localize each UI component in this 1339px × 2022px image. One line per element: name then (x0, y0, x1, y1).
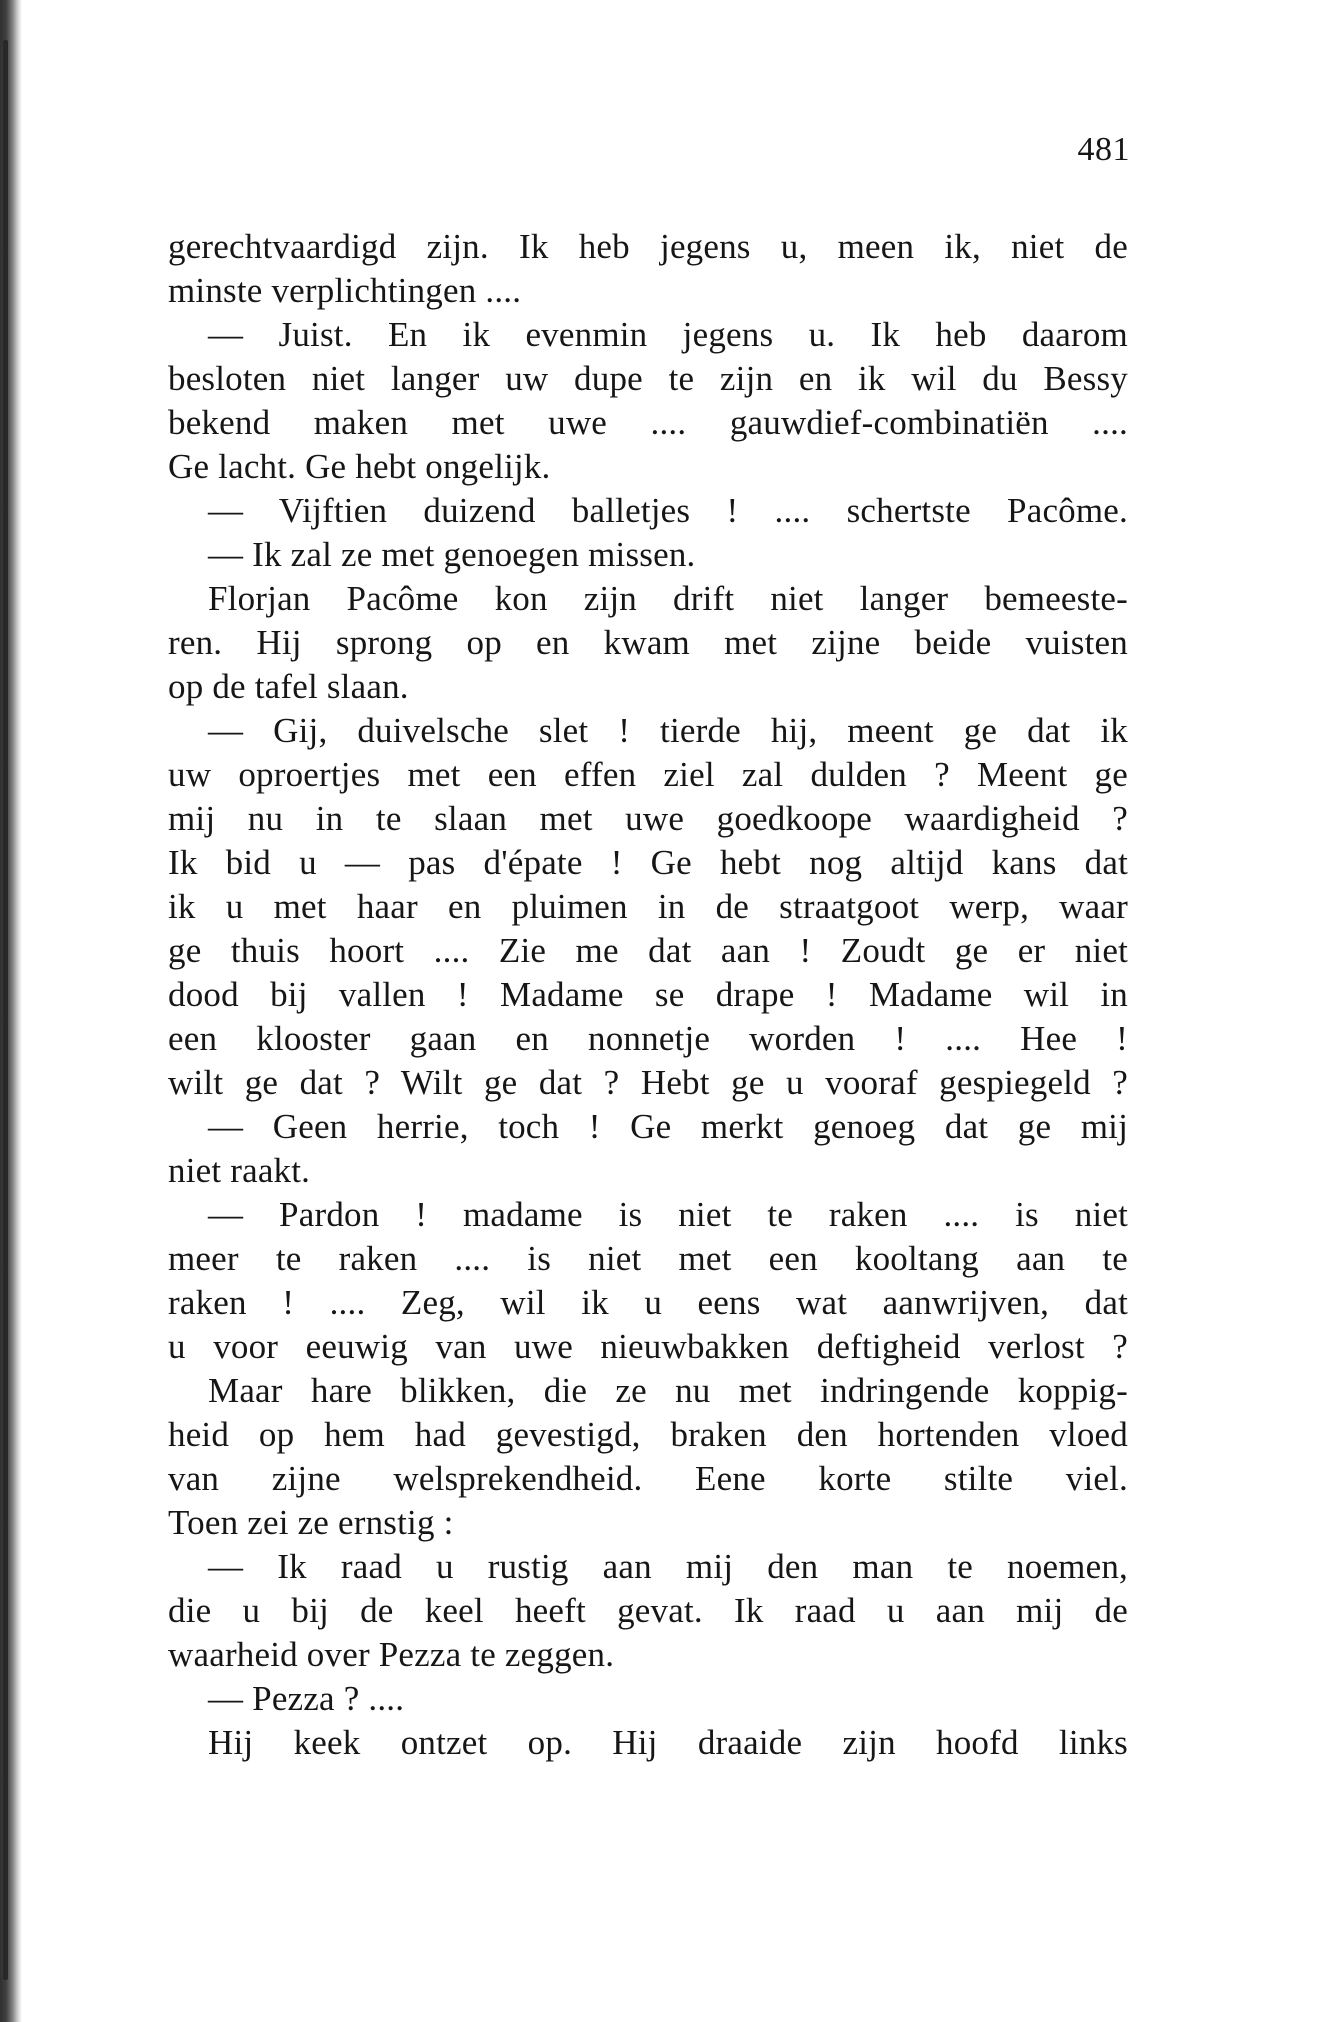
text-line: wilt ge dat ? Wilt ge dat ? Hebt ge u vooraf gespiegeld ? (168, 1063, 1128, 1102)
text-line: — Ik raad u rustig aan mij den man te noemen, (208, 1547, 1128, 1586)
page-number: 481 (1077, 131, 1130, 168)
text-line: — Ik zal ze met genoegen missen. (208, 535, 696, 574)
text-line: op de tafel slaan. (168, 667, 409, 706)
text-line: u voor eeuwig van uwe nieuwbakken deftigheid verlost ? (168, 1327, 1128, 1366)
text-line: minste verplichtingen .... (168, 271, 522, 310)
text-line: gerechtvaardigd zijn. Ik heb jegens u, meen ik, niet de (168, 227, 1128, 266)
text-line: Ge lacht. Ge hebt ongelijk. (168, 447, 551, 486)
text-line: ik u met haar en pluimen in de straatgoot werp, waar (168, 887, 1128, 926)
text-line: mij nu in te slaan met uwe goedkoope waardigheid ? (168, 799, 1128, 838)
text-line: een klooster gaan en nonnetje worden ! .... Hee ! (168, 1019, 1128, 1058)
text-line: niet raakt. (168, 1151, 311, 1190)
text-line: raken ! .... Zeg, wil ik u eens wat aanwrijven, dat (168, 1283, 1128, 1322)
text-line: bekend maken met uwe .... gauwdief-combinatiën .... (168, 403, 1128, 442)
text-line: waarheid over Pezza te zeggen. (168, 1635, 615, 1674)
text-line: — Pezza ? .... (208, 1679, 405, 1718)
text-line: van zijne welsprekendheid. Eene korte stilte viel. (168, 1459, 1128, 1498)
text-line: uw oproertjes met een effen ziel zal dulden ? Meent ge (168, 755, 1128, 794)
body-text (168, 225, 1128, 1765)
text-line: Florjan Pacôme kon zijn drift niet langer bemeeste- (208, 579, 1128, 618)
page-binding-edge (0, 0, 22, 2022)
text-line: Maar hare blikken, die ze nu met indringende koppig- (208, 1371, 1128, 1410)
text-line: — Vijftien duizend balletjes ! .... schertste Pacôme. (208, 491, 1128, 530)
text-line: dood bij vallen ! Madame se drape ! Madame wil in (168, 975, 1128, 1014)
text-line: — Geen herrie, toch ! Ge merkt genoeg dat ge mij (208, 1107, 1128, 1146)
text-line: — Juist. En ik evenmin jegens u. Ik heb daarom (208, 315, 1128, 354)
text-line: besloten niet langer uw dupe te zijn en ik wil du Bessy (168, 359, 1128, 398)
text-line: Toen zei ze ernstig : (168, 1503, 454, 1542)
text-line: meer te raken .... is niet met een kooltang aan te (168, 1239, 1128, 1278)
text-line: Ik bid u — pas d'épate ! Ge hebt nog altijd kans dat (168, 843, 1128, 882)
text-line: — Gij, duivelsche slet ! tierde hij, meent ge dat ik (208, 711, 1128, 750)
text-line: — Pardon ! madame is niet te raken .... is niet (208, 1195, 1128, 1234)
text-line: heid op hem had gevestigd, braken den hortenden vloed (168, 1415, 1128, 1454)
text-line: ren. Hij sprong op en kwam met zijne beide vuisten (168, 623, 1128, 662)
text-line: ge thuis hoort .... Zie me dat aan ! Zoudt ge er niet (168, 931, 1128, 970)
text-line: die u bij de keel heeft gevat. Ik raad u aan mij de (168, 1591, 1128, 1630)
text-line: Hij keek ontzet op. Hij draaide zijn hoofd links (208, 1723, 1128, 1762)
